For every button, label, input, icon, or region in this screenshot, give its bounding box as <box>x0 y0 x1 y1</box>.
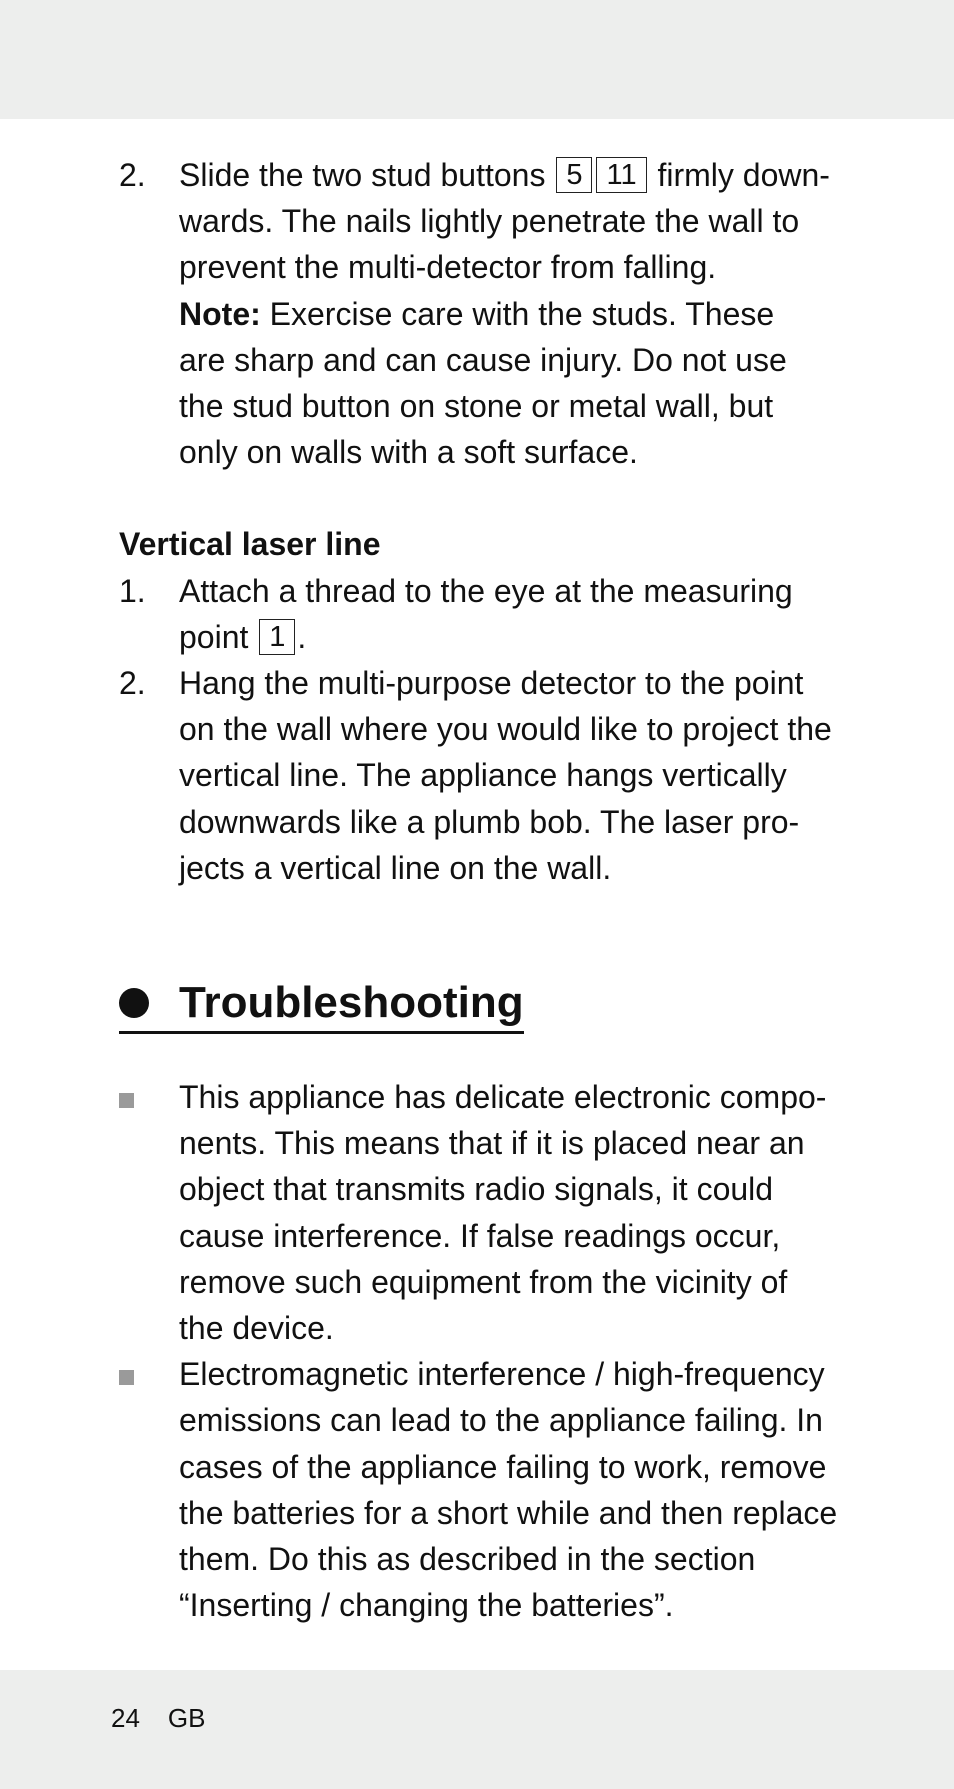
step-line: jects a vertical line on the wall. <box>179 849 612 886</box>
list-item-text: Electromagnetic interference / high-frequency emissions can lead to the appliance failing. In cases of the appliance failing to work, remove the batteries for a short while and then replace them. Do this as described in the section “Inserting / changing the batteries”. <box>179 1356 838 1624</box>
header-band <box>0 0 954 119</box>
ref-box-1: 1 <box>259 619 295 655</box>
list-item <box>119 1351 839 1628</box>
page-number: 24 <box>111 1703 140 1733</box>
step-line: Attach a thread to the eye at the measuring <box>179 572 793 609</box>
list-item-text: This appliance has delicate electronic compo- nents. This means that if it is placed near an object that transmits radio signals, it could cause interference. If false readings occur, remove such equipment from the vicinity of the device. <box>179 1079 827 1347</box>
list-item <box>119 1074 839 1351</box>
troubleshooting-heading <box>119 977 524 1034</box>
step-text <box>179 568 839 660</box>
step-line: Slide the two stud buttons 5 11 firmly down- <box>179 157 830 193</box>
step-line: point 1 . <box>179 618 307 655</box>
page-footer <box>111 1701 206 1735</box>
note-line: are sharp and can cause injury. Do not use <box>179 341 787 378</box>
step-line: Hang the multi-purpose detector to the point <box>179 665 804 702</box>
vertical-laser-heading: Vertical laser line <box>119 526 381 563</box>
step-line: wards. The nails lightly penetrate the wall to <box>179 203 800 240</box>
vertical-step-2 <box>119 660 839 891</box>
step-line: on the wall where you would like to project the <box>179 711 832 748</box>
ref-box-11: 11 <box>596 157 646 193</box>
step-number: 2. <box>119 665 146 702</box>
step-line: downwards like a plumb bob. The laser pro- <box>179 803 800 840</box>
note-label: Note: <box>179 295 261 332</box>
page-content <box>119 152 839 1628</box>
note-line: only on walls with a soft surface. <box>179 434 638 471</box>
note-line: Note: Exercise care with the studs. These <box>179 295 775 332</box>
ref-box-5: 5 <box>556 157 592 193</box>
vertical-step-1 <box>119 568 839 660</box>
section-title: Troubleshooting <box>179 978 524 1028</box>
note-line: the stud button on stone or metal wall, but <box>179 388 774 425</box>
step-number: 1. <box>119 572 146 609</box>
step-line: prevent the multi-detector from falling. <box>179 249 717 286</box>
troubleshooting-list <box>119 1074 839 1628</box>
step-text <box>179 660 839 891</box>
step-text <box>179 152 839 475</box>
step-number: 2. <box>119 157 146 193</box>
section-bullet-icon <box>119 988 149 1018</box>
language-code: GB <box>167 1703 206 1733</box>
step-line: vertical line. The appliance hangs vertically <box>179 757 787 794</box>
step-2-stud-buttons <box>119 152 839 475</box>
